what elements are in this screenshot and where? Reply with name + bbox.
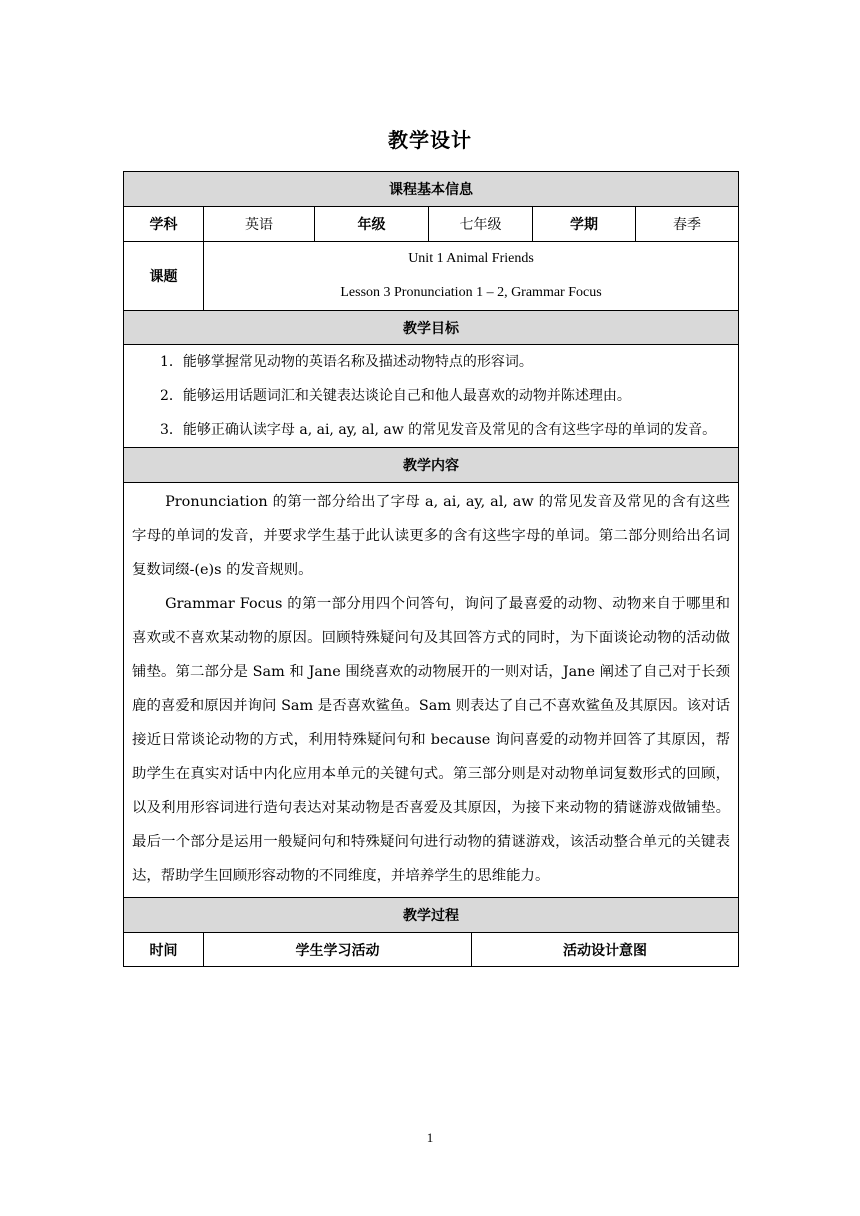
topic-label: 课题: [124, 242, 204, 311]
lesson-plan-table: [123, 171, 739, 967]
objectives-list: [124, 345, 739, 448]
content-header: 教学内容: [124, 448, 739, 483]
content-header-row: [124, 448, 739, 483]
term-label: 学期: [533, 207, 636, 242]
process-columns-row: [124, 933, 739, 967]
process-col-intent: 活动设计意图: [472, 933, 739, 967]
topic-row: [124, 242, 739, 311]
process-col-time: 时间: [124, 933, 204, 967]
content-paragraph: Grammar Focus 的第一部分用四个问答句，询问了最喜爱的动物、动物来自于哪里和喜欢或不喜欢某动物的原因。回顾特殊疑问句及其回答方式的同时，为下面谈论动物的活动做铺垫。第二部分是 Sam 和 Jane 围绕喜欢的动物展开的一则对话，Jane 阐述了自己对于长颈鹿的喜爱和原因并询问 Sam 是否喜欢鲨鱼。Sam 则表达了自己不喜欢鲨鱼及其原因。该对话接近日常谈论动物的方式，利用特殊疑问句和 because 询问喜爱的动物并回答了其原因，帮助学生在真实对话中内化应用本单元的关键句式。第三部分则是对动物单词复数形式的回顾，以及利用形容词进行造句表达对某动物是否喜爱及其原因，为接下来动物的猜谜游戏做铺垫。最后一个部分是运用一般疑问句和特殊疑问句进行动物的猜谜游戏，该活动整合单元的关键表达，帮助学生回顾形容动物的不同维度，并培养学生的思维能力。: [132, 596, 731, 884]
subject-label: 学科: [124, 207, 204, 242]
objective-item: 3．能够正确认读字母 a, ai, ay, al, aw 的常见发音及常见的含有这些字母的单词的发音。: [160, 422, 717, 438]
subject-value: 英语: [204, 207, 315, 242]
objective-item: 1．能够掌握常见动物的英语名称及描述动物特点的形容词。: [160, 354, 533, 370]
grade-label: 年级: [315, 207, 429, 242]
basic-info-header-row: [124, 172, 739, 207]
content-paragraph: Pronunciation 的第一部分给出了字母 a, ai, ay, al, aw 的常见发音及常见的含有这些字母的单词的发音，并要求学生基于此认读更多的含有这些字母的单词。第二部分则给出名词复数词缀-(e)s 的发音规则。: [132, 494, 731, 578]
objectives-header: 教学目标: [124, 311, 739, 345]
objectives-row: [124, 345, 739, 448]
document-title: 教学设计: [388, 128, 472, 152]
term-value: 春季: [636, 207, 739, 242]
process-header-row: [124, 898, 739, 933]
topic-lesson: Lesson 3 Pronunciation 1 – 2, Grammar Focus: [340, 285, 602, 300]
objective-item: 2．能够运用话题词汇和关键表达谈论自己和他人最喜欢的动物并陈述理由。: [160, 388, 631, 404]
basic-info-header: 课程基本信息: [124, 172, 739, 207]
topic-unit: Unit 1 Animal Friends: [408, 251, 534, 266]
process-header: 教学过程: [124, 898, 739, 933]
content-row: [124, 483, 739, 898]
topic-value: [204, 242, 739, 311]
process-col-activity: 学生学习活动: [204, 933, 472, 967]
content-body: [124, 483, 739, 898]
grade-value: 七年级: [429, 207, 533, 242]
objectives-header-row: [124, 311, 739, 345]
basic-info-row: [124, 207, 739, 242]
page-number: 1: [426, 1130, 434, 1145]
